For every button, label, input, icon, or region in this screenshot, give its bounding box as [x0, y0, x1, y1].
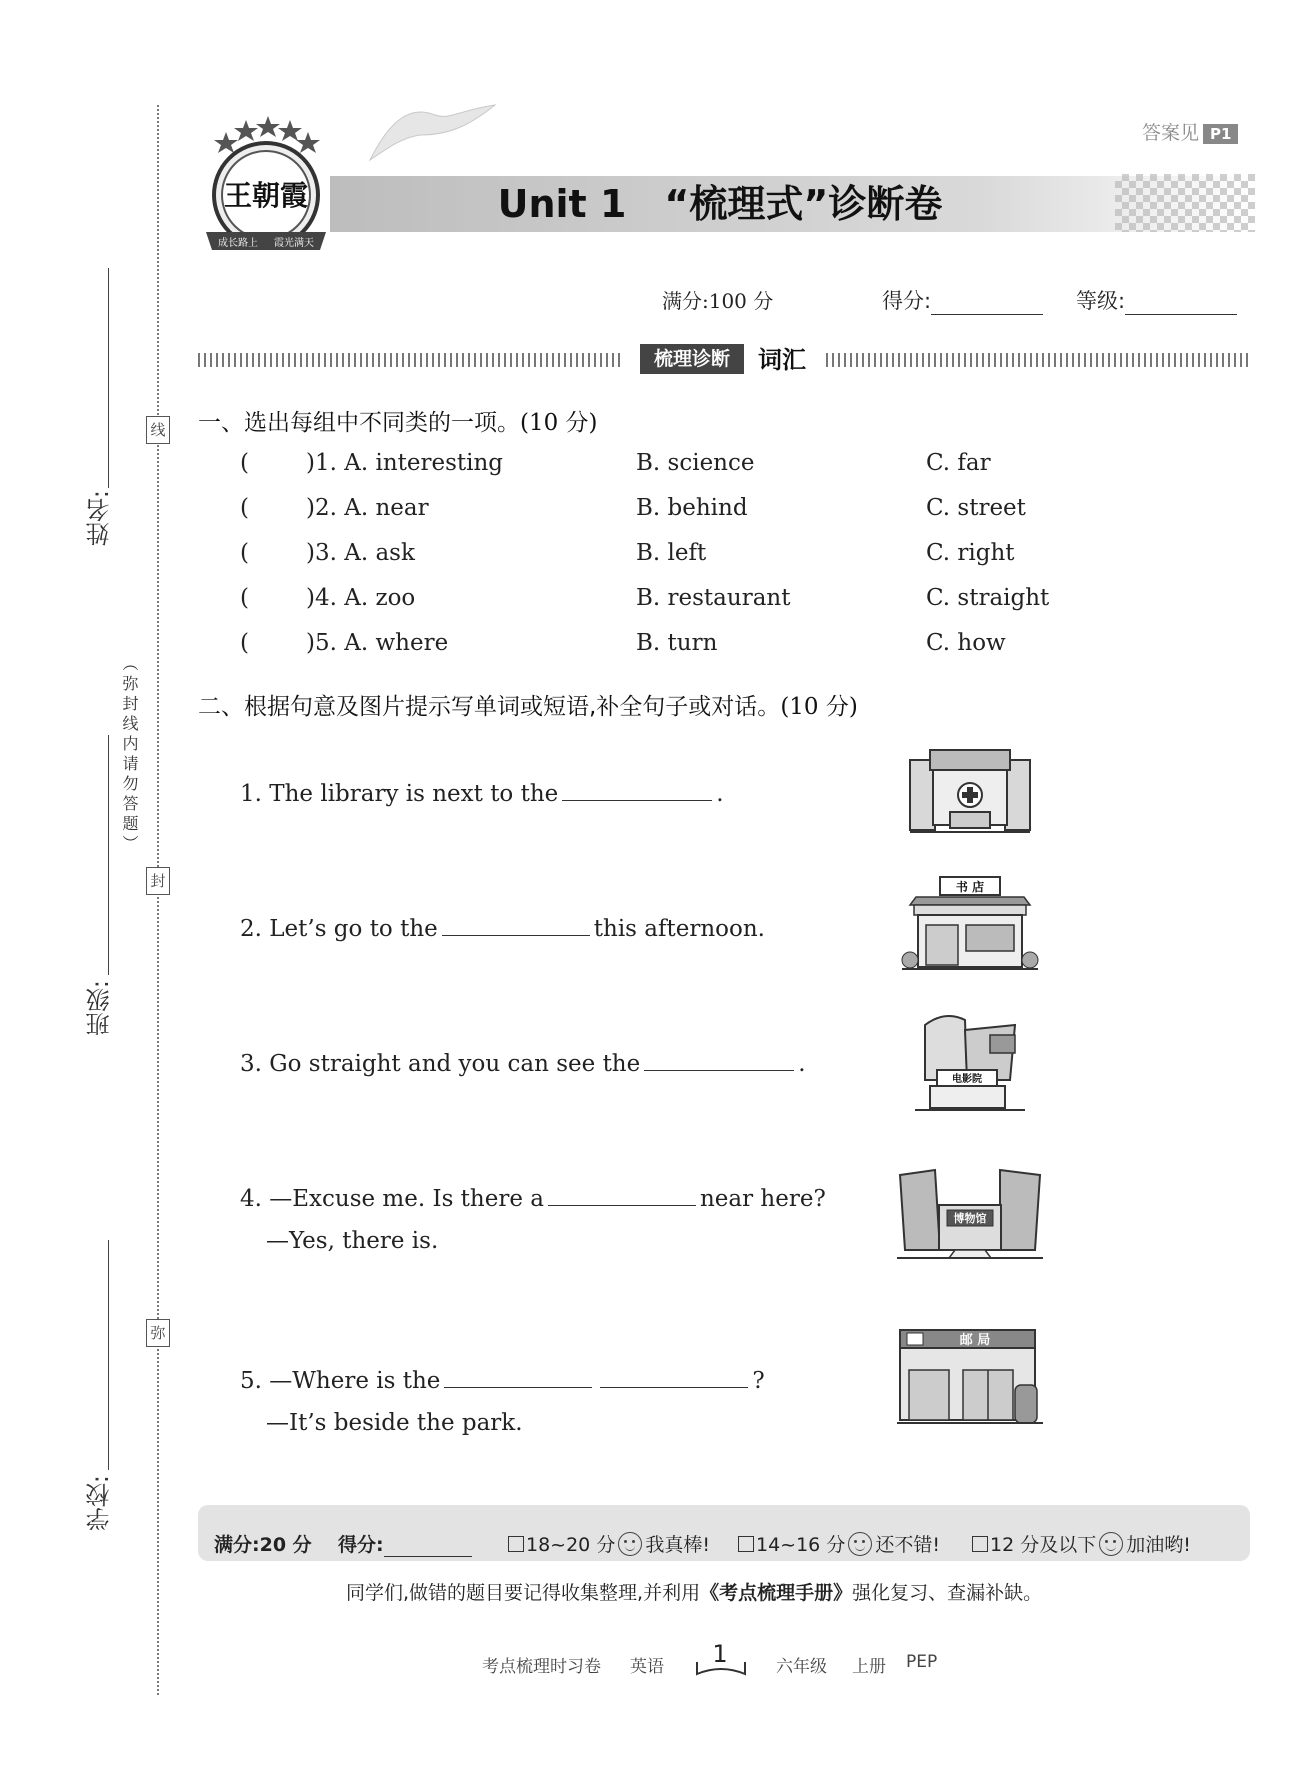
answer-blank[interactable] — [644, 1048, 794, 1071]
name-label: 姓名: — [86, 490, 114, 547]
full-score: 满分:100 分 — [662, 289, 774, 313]
item-option-c: C. far — [926, 450, 991, 476]
item-option-c: C. street — [926, 495, 1026, 521]
cinema-picture — [905, 1010, 1035, 1115]
answer-blank[interactable] — [562, 778, 712, 801]
hospital-picture — [905, 740, 1035, 840]
answer-blank[interactable] — [444, 1365, 592, 1388]
cinema-sign: 电影院 — [952, 1074, 982, 1085]
class-line — [108, 735, 109, 975]
binding-note: （弥封线内请勿答题） — [120, 655, 139, 855]
fill-question-4: 4. —Excuse me. Is there a near here? — [240, 1183, 826, 1212]
section-name: 词汇 — [758, 346, 806, 374]
museum-sign: 博物馆 — [953, 1212, 987, 1225]
eval-option-2[interactable]: 14~16 分 还不错! — [738, 1530, 940, 1557]
svg-text:霞光满天: 霞光满天 — [274, 238, 314, 249]
item-option-a: )3. A. ask — [306, 540, 415, 566]
item-option-a: )1. A. interesting — [306, 450, 504, 476]
seal-box-xian: 线 — [146, 416, 170, 444]
item-option-c: C. straight — [926, 585, 1050, 611]
answer-blank[interactable] — [600, 1365, 748, 1388]
fill-question-2: 2. Let’s go to the this afternoon. — [240, 913, 765, 942]
item-option-a: )5. A. where — [306, 630, 449, 656]
section-full-score: 满分:20 分 — [214, 1534, 312, 1556]
answer-paren[interactable]: ( — [240, 540, 249, 566]
footer-term: 上册 — [852, 1657, 886, 1677]
item-option-a: )4. A. zoo — [306, 585, 416, 611]
checkbox[interactable] — [738, 1536, 754, 1552]
answer-paren[interactable]: ( — [240, 495, 249, 521]
fill-question-5-reply: —It’s beside the park. — [266, 1410, 523, 1436]
logo-brand-text: 王朝霞 — [223, 179, 309, 212]
seal-box-feng: 封 — [146, 867, 170, 895]
checkbox[interactable] — [508, 1536, 524, 1552]
divider-right — [826, 353, 1250, 367]
item-option-b: B. behind — [636, 495, 748, 521]
item-option-c: C. right — [926, 540, 1015, 566]
answer-reference: 答案见 P1 — [1142, 118, 1238, 145]
page-title: Unit 1 “梳理式”诊断卷 — [497, 182, 943, 226]
item-option-b: B. turn — [636, 630, 718, 656]
seal-box-mi: 弥 — [146, 1319, 170, 1347]
footer-subject: 英语 — [630, 1657, 664, 1677]
answer-paren[interactable]: ( — [240, 630, 249, 656]
eval-option-3[interactable]: 12 分及以下 加油哟! — [972, 1530, 1191, 1557]
grade-field[interactable]: 等级: — [1076, 285, 1237, 315]
eval-option-1[interactable]: 18~20 分 我真棒! — [508, 1530, 710, 1557]
class-label: 班级: — [86, 980, 114, 1037]
museum-picture — [895, 1165, 1045, 1260]
school-label: 学校: — [86, 1475, 114, 1532]
checkbox[interactable] — [972, 1536, 988, 1552]
part2-heading: 二、根据句意及图片提示写单词或短语,补全句子或对话。(10 分) — [198, 694, 858, 720]
smile-face-icon — [618, 1532, 642, 1556]
answer-blank[interactable] — [548, 1183, 696, 1206]
svg-text:成长路上: 成长路上 — [218, 238, 258, 249]
post-office-sign: 邮 局 — [959, 1333, 991, 1348]
footer-edition: PEP — [906, 1652, 938, 1672]
section-score-field[interactable]: 得分: — [338, 1530, 472, 1557]
fill-question-1: 1. The library is next to the . — [240, 778, 724, 807]
fill-question-4-reply: —Yes, there is. — [266, 1228, 439, 1254]
title-checker-pattern — [1115, 174, 1255, 232]
item-option-b: B. left — [636, 540, 707, 566]
post-office-picture — [895, 1325, 1045, 1430]
review-tip: 同学们,做错的题目要记得收集整理,并利用《考点梳理手册》强化复习、查漏补缺。 — [346, 1582, 1043, 1604]
footer-series: 考点梳理时习卷 — [482, 1657, 601, 1677]
section-badge: 梳理诊断 — [640, 344, 744, 374]
item-option-b: B. restaurant — [636, 585, 791, 611]
smile-face-icon — [848, 1532, 872, 1556]
binding-dotted-line — [157, 105, 159, 1695]
part1-heading: 一、选出每组中不同类的一项。(10 分) — [198, 410, 598, 436]
brand-logo — [196, 110, 328, 260]
item-option-c: C. how — [926, 630, 1006, 656]
item-option-b: B. science — [636, 450, 755, 476]
school-line — [108, 1240, 109, 1470]
fill-question-5: 5. —Where is the ? — [240, 1365, 765, 1394]
fill-question-3: 3. Go straight and you can see the . — [240, 1048, 806, 1077]
smile-face-icon — [1099, 1532, 1123, 1556]
item-option-a: )2. A. near — [306, 495, 429, 521]
bookstore-picture — [900, 875, 1040, 975]
answer-blank[interactable] — [442, 913, 590, 936]
answer-paren[interactable]: ( — [240, 450, 249, 476]
answer-paren[interactable]: ( — [240, 585, 249, 611]
divider-left — [198, 353, 624, 367]
answer-page-badge: P1 — [1203, 124, 1238, 144]
bookstore-sign: 书 店 — [955, 880, 985, 894]
score-field[interactable]: 得分: — [882, 285, 1043, 315]
name-line — [108, 268, 109, 488]
ribbon-decoration — [340, 100, 500, 170]
footer-grade: 六年级 — [776, 1657, 827, 1677]
page-number: 1 — [712, 1640, 728, 1668]
